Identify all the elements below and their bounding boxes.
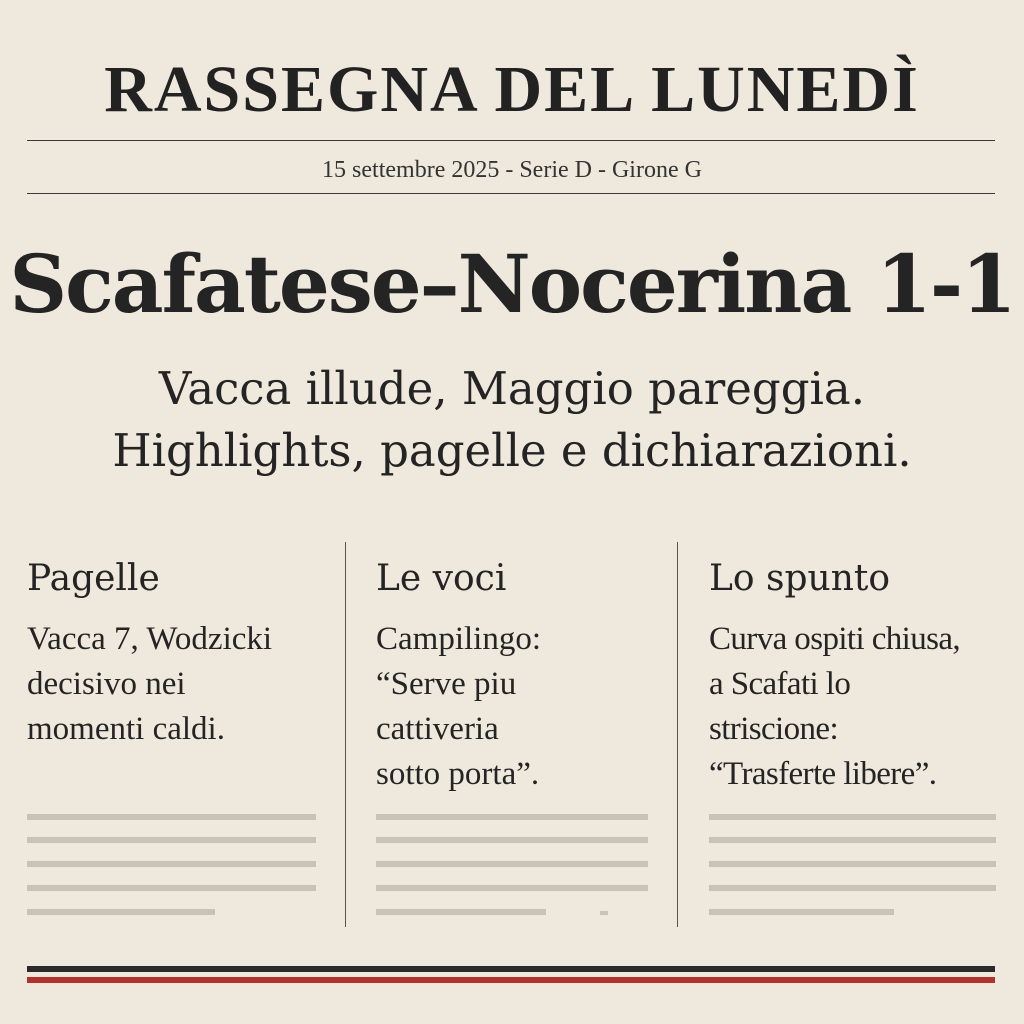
column-title: Pagelle [27, 558, 160, 599]
footer-dark-bar [27, 966, 995, 972]
placeholder-text-line [709, 837, 996, 843]
placeholder-text-dot [600, 911, 608, 915]
column-title: Le voci [376, 558, 507, 599]
column-body-line: sotto porta”. [376, 756, 540, 792]
column-body-line: striscione: [709, 711, 839, 747]
placeholder-text-line [376, 837, 648, 843]
column-body [27, 617, 337, 752]
column-body-line: Campilingo: [376, 621, 541, 657]
column-body-line: a Scafati lo [709, 666, 851, 702]
column-body [709, 617, 1019, 797]
placeholder-text-line [27, 837, 316, 843]
column-divider [345, 542, 346, 927]
placeholder-text-line [376, 885, 648, 891]
masthead-top-rule [27, 140, 995, 141]
masthead-bottom-rule [27, 193, 995, 194]
placeholder-text-line [709, 885, 996, 891]
footer-red-bar [27, 977, 995, 983]
column-body-line: “Trasferte libere”. [709, 756, 937, 792]
placeholder-text-line [376, 909, 546, 915]
placeholder-text-line [376, 814, 648, 820]
column-body-line: Vacca 7, Wodzicki [27, 621, 273, 657]
column-body [376, 617, 666, 797]
column-body-line: cattiveria [376, 711, 499, 747]
column-title: Lo spunto [709, 558, 891, 599]
placeholder-text-line [27, 861, 316, 867]
placeholder-text-line [27, 885, 316, 891]
column-divider [677, 542, 678, 927]
subheadline-line-2: Highlights, pagelle e dichiarazioni. [112, 424, 912, 477]
subheadline-line-1: Vacca illude, Maggio pareggia. [158, 362, 866, 415]
headline: Scafatese–Nocerina 1-1 [9, 237, 1015, 331]
placeholder-text-line [376, 861, 648, 867]
column-body-line: “Serve piu [376, 666, 517, 702]
subheadline [0, 358, 1024, 482]
column-body-line: momenti caldi. [27, 711, 225, 747]
placeholder-text-line [709, 909, 894, 915]
placeholder-text-line [709, 814, 996, 820]
placeholder-text-line [709, 861, 996, 867]
placeholder-text-line [27, 814, 316, 820]
masthead-title: RASSEGNA DEL LUNEDÌ [104, 53, 920, 126]
column-le-voci [376, 555, 666, 797]
dateline: 15 settembre 2025 - Serie D - Girone G [322, 157, 702, 183]
column-body-line: Curva ospiti chiusa, [709, 621, 961, 657]
column-body-line: decisivo nei [27, 666, 186, 702]
column-lo-spunto [709, 555, 1019, 797]
column-pagelle [27, 555, 337, 752]
placeholder-text-line [27, 909, 215, 915]
